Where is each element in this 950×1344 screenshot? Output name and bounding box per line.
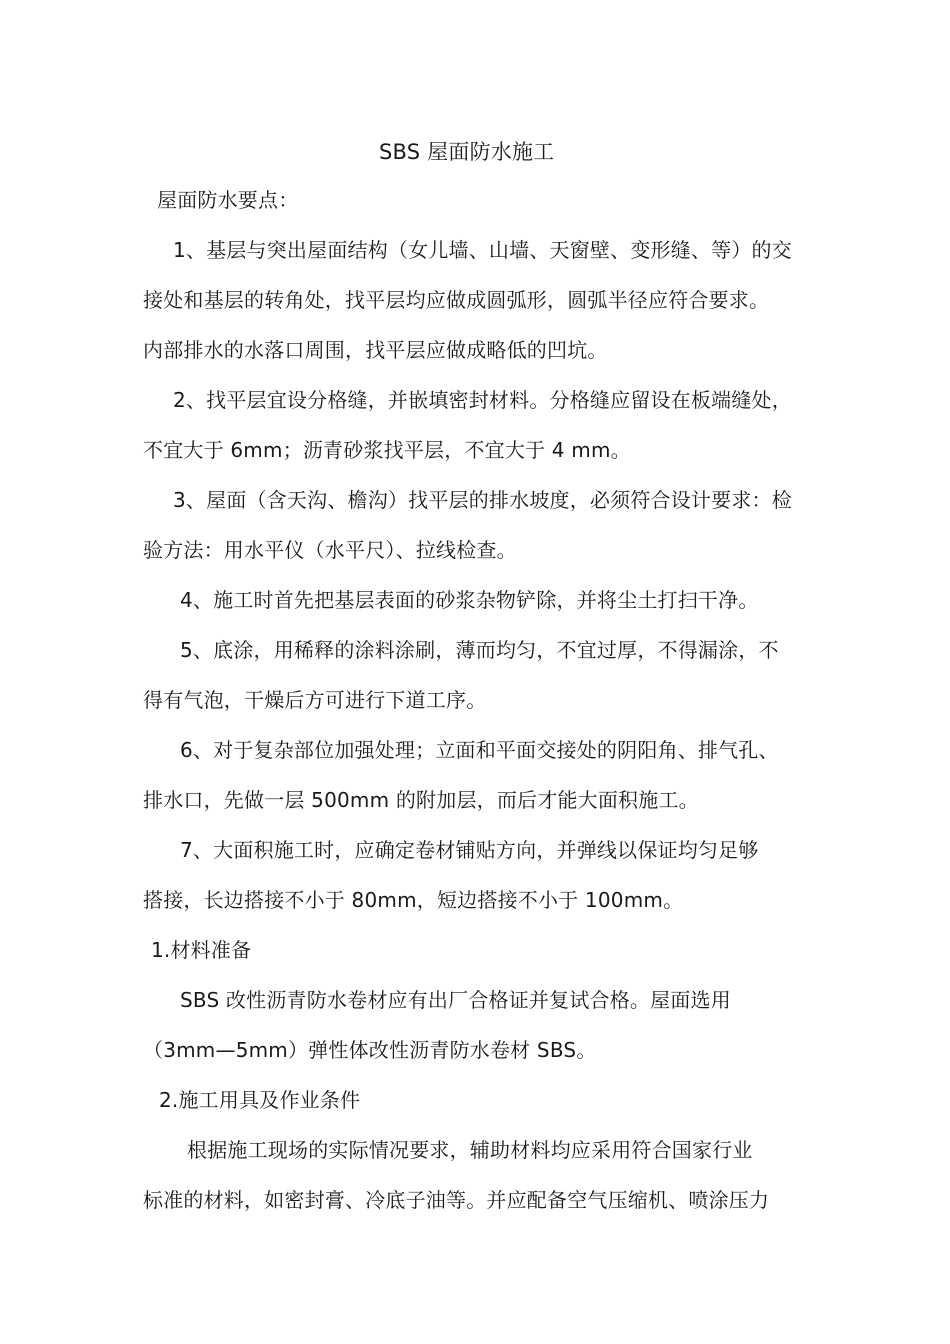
paragraph-line: 5、底涂，用稀释的涂料涂刷，薄而均匀，不宜过厚，不得漏涂，不 [180, 638, 779, 662]
paragraph-line: 1、基层与突出屋面结构（女儿墙、山墙、天窗壁、变形缝、等）的交 [173, 238, 792, 262]
paragraph-line: 6、对于复杂部位加强处理；立面和平面交接处的阴阳角、排气孔、 [180, 738, 779, 762]
section-heading-materials: 1.材料准备 [151, 938, 252, 962]
paragraph-line: 内部排水的水落口周围，找平层应做成略低的凹坑。 [143, 338, 608, 362]
paragraph-line: 3、屋面（含天沟、檐沟）找平层的排水坡度，必须符合设计要求：检 [173, 488, 792, 512]
document-title: SBS 屋面防水施工 [379, 140, 555, 164]
paragraph-line: 接处和基层的转角处，找平层均应做成圆弧形，圆弧半径应符合要求。 [143, 288, 770, 312]
paragraph-line: （3mm—5mm）弹性体改性沥青防水卷材 SBS。 [143, 1038, 597, 1062]
paragraph-line: 不宜大于 6mm；沥青砂浆找平层，不宜大于 4 mm。 [143, 438, 631, 462]
paragraph-line: 排水口，先做一层 500mm 的附加层，而后才能大面积施工。 [143, 788, 699, 812]
paragraph-line: 搭接，长边搭接不小于 80mm，短边搭接不小于 100mm。 [143, 888, 684, 912]
paragraph-line: 2、找平层宜设分格缝，并嵌填密封材料。分格缝应留设在板端缝处， [173, 388, 792, 412]
paragraph-line: SBS 改性沥青防水卷材应有出厂合格证并复试合格。屋面选用 [180, 988, 731, 1012]
section-heading-key-points: 屋面防水要点： [157, 188, 299, 212]
paragraph-line: 7、大面积施工时，应确定卷材铺贴方向，并弹线以保证均匀足够 [180, 838, 759, 862]
paragraph-line: 4、施工时首先把基层表面的砂浆杂物铲除，并将尘土打扫干净。 [180, 588, 759, 612]
paragraph-line: 根据施工现场的实际情况要求，辅助材料均应采用符合国家行业 [187, 1138, 753, 1162]
paragraph-line: 得有气泡，干燥后方可进行下道工序。 [143, 688, 487, 712]
paragraph-line: 验方法：用水平仪（水平尺）、拉线检查。 [143, 538, 517, 562]
paragraph-line: 标准的材料，如密封膏、冷底子油等。并应配备空气压缩机、喷涂压力 [143, 1188, 770, 1212]
section-heading-tools-conditions: 2.施工用具及作业条件 [159, 1088, 361, 1112]
